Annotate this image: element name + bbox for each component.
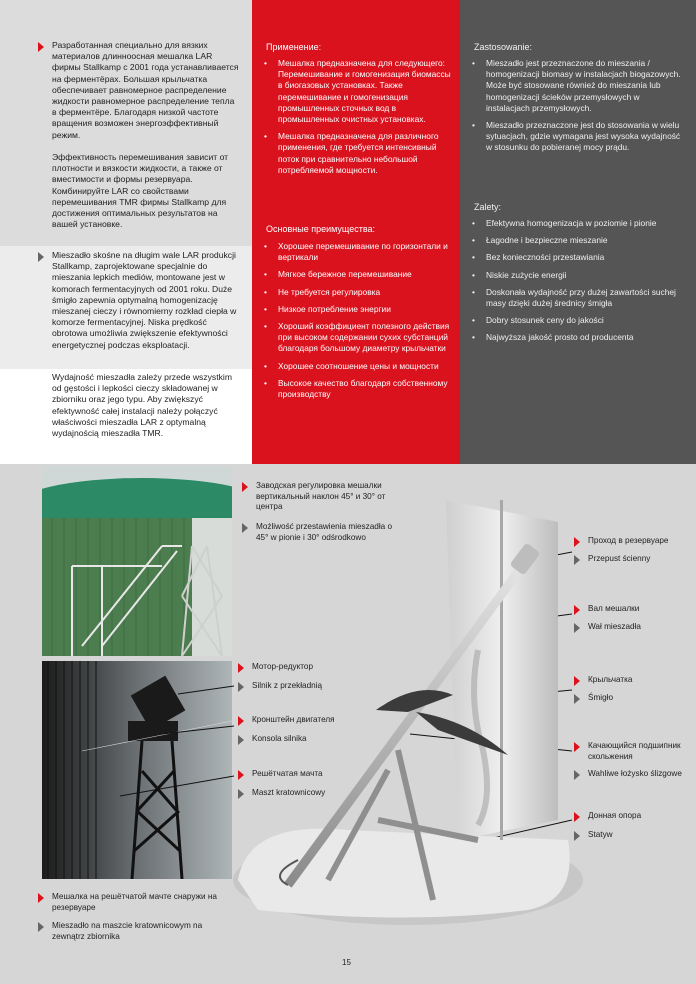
red-arrow-icon [574, 605, 580, 615]
red-arrow-icon [574, 812, 580, 822]
red-arrow-icon [38, 893, 44, 903]
mast-ru-label: Решётчатая мачта [252, 769, 323, 778]
gray-arrow-icon [574, 770, 580, 780]
ru-advantages-list [256, 241, 456, 406]
pl-advantages-list [464, 218, 682, 350]
gray-arrow-icon [238, 735, 244, 745]
gray-arrow-icon [574, 555, 580, 565]
mast-pl-label: Maszt kratownicowy [252, 788, 326, 797]
red-arrow-icon [238, 663, 244, 673]
passage-ru-label: Проход в резервуаре [588, 536, 669, 545]
bearing-pl-label: Wahliwe łożysko ślizgowe [588, 769, 682, 778]
russian-column [252, 0, 460, 464]
ru-efficiency-paragraph: Эффективность перемешивания зависит от плотности и вязкости жидкости, а также от вместимости и формы резервуара. Комбинируйте LAR со свойствами перемешивания TMR фирмы Stallkamp для достижения оптимальных результатов на вашей установке. [52, 152, 229, 230]
pl-efficiency-paragraph: Wydajność mieszadła zależy przede wszystkim od gęstości i lepkości cieczy składowanej w zbiorniku oraz jego typu. Aby zwiększyć efektywność całej instalacji należy połączyć właściwości mieszadła LAR z optymalną wydajnością mieszadła TMR. [52, 372, 232, 439]
list-item: • Низкое потребление энергии [256, 304, 456, 315]
red-arrow-icon [242, 482, 248, 492]
mixer-diagram [228, 480, 588, 940]
list-item: • Высокое качество благодаря собственному производству [256, 378, 456, 400]
red-arrow-icon [238, 770, 244, 780]
list-item: • Bez konieczności przestawiania [464, 252, 682, 263]
ru-application-heading: Применение: [266, 42, 322, 52]
support-pl-label: Statyw [588, 830, 613, 839]
list-item: • Не требуется регулировка [256, 287, 456, 298]
red-arrow-icon [38, 42, 44, 52]
pl-application-heading: Zastosowanie: [474, 42, 533, 52]
bracket-ru-label: Кронштейн двигателя [252, 715, 335, 724]
list-item: • Хороший коэффициент полезного действия при высоком содержании сухих субстанций благодаря большому диаметру крыльчатки [256, 321, 456, 355]
adjust-ru-label: Заводская регулировка мешалки вертикальный наклон 45° и 30° от центра [256, 481, 386, 511]
caption-pl: Mieszadło na maszcie kratownicowym na zewnątrz zbiornika [52, 921, 203, 941]
red-arrow-icon [574, 676, 580, 686]
gray-arrow-icon [574, 831, 580, 841]
list-item: • Niskie zużycie energii [464, 270, 682, 281]
motor-pl-label: Silnik z przekładnią [252, 681, 323, 690]
motor-ru-label: Мотор-редуктор [252, 662, 314, 671]
bracket-pl-label: Konsola silnika [252, 734, 307, 743]
list-item: • Мягкое бережное перемешивание [256, 269, 456, 280]
prop-pl-label: Śmigło [588, 693, 614, 702]
gray-arrow-icon [242, 523, 248, 533]
shaft-pl-label: Wał mieszadła [588, 622, 641, 631]
pl-intro-paragraph: Mieszadło skośne na długim wale LAR produkcji Stallkamp, zaprojektowane specjalnie do mieszania lepkich mediów, montowane jest w komorach fermentacyjnych od 2001 roku. Duże śmigło zapewnia optymalną homogenizację mieszanej cieczy i równomierny rozkład ciepła w komorze fermentacyjnej. Niska prędkość obrotowa umożliwia zwiększenie efektywności energetycznej podczas eksploatacji. [52, 250, 237, 350]
list-item: • Мешалка предназначена для следующего: Перемешивание и гомогенизация биомассы в биогазовых установках. Также перемешивание и гомогенизация промышленных сточных вод в промышленных очистных установках. [256, 58, 456, 125]
list-item: • Doskonała wydajność przy dużej zawartości suchej masy dzięki dużej średnicy śmigła [464, 287, 682, 309]
ru-intro-paragraph: Разработанная специально для вязких материалов длинноосная мешалка LAR фирмы Stallkamp с 2001 года устанавливается на ферментёрах. Большая крыльчатка обеспечивает равномерное распределение жидкости равномерное распределение тепла в ферментёре. Благодаря низкой частоте вращения возможен энергоэффективный режим. [52, 40, 239, 140]
list-item: • Mieszadło przeznaczone jest do stosowania w wielu sytuacjach, gdzie wymagana jest wysoka wydajność w stosunku do pobieranej mocy prądu. [464, 120, 682, 154]
list-item: • Najwyższa jakość prosto od producenta [464, 332, 682, 343]
shaft-ru-label: Вал мешалки [588, 604, 640, 613]
gray-arrow-icon [38, 252, 44, 262]
gray-arrow-icon [238, 682, 244, 692]
caption-ru: Мешалка на решётчатой мачте снаружи на резервуаре [52, 892, 217, 912]
gray-arrow-icon [574, 694, 580, 704]
red-arrow-icon [574, 742, 580, 752]
ru-application-list [256, 58, 456, 182]
pl-advantages-heading: Zalety: [474, 202, 502, 212]
gray-arrow-icon [238, 789, 244, 799]
adjust-pl-label: Możliwość przestawienia mieszadła o 45° w pionie i 30° odśrodkowo [256, 522, 393, 542]
list-item: • Мешалка предназначена для различного применения, где требуется интенсивный поток при сравнительно небольшой потребляемой мощности. [256, 131, 456, 176]
support-ru-label: Донная опора [588, 811, 642, 820]
ru-advantages-heading: Основные преимущества: [266, 224, 376, 234]
red-arrow-icon [574, 537, 580, 547]
bearing-ru-label: Качающийся подшипник скольжения [588, 741, 681, 761]
red-arrow-icon [238, 716, 244, 726]
polish-column [460, 0, 696, 464]
list-item: • Łagodne i bezpieczne mieszanie [464, 235, 682, 246]
list-item: • Хорошее перемешивание по горизонтали и вертикали [256, 241, 456, 263]
list-item: • Dobry stosunek ceny do jakości [464, 315, 682, 326]
gray-arrow-icon [38, 922, 44, 932]
list-item: • Mieszadło jest przeznaczone do mieszania / homogenizacji biomasy w instalacjach biogazowych. Może być stosowane również do mieszania lub homogenizacji ścieków przemysłowych w instalacjach przemysłowych. [464, 58, 682, 114]
list-item: • Efektywna homogenizacja w poziomie i pionie [464, 218, 682, 229]
pl-application-list [464, 58, 682, 160]
page-number: 15 [342, 958, 351, 967]
prop-ru-label: Крыльчатка [588, 675, 633, 684]
list-item: • Хорошее соотношение цены и мощности [256, 361, 456, 372]
gray-arrow-icon [574, 623, 580, 633]
passage-pl-label: Przepust ścienny [588, 554, 651, 563]
